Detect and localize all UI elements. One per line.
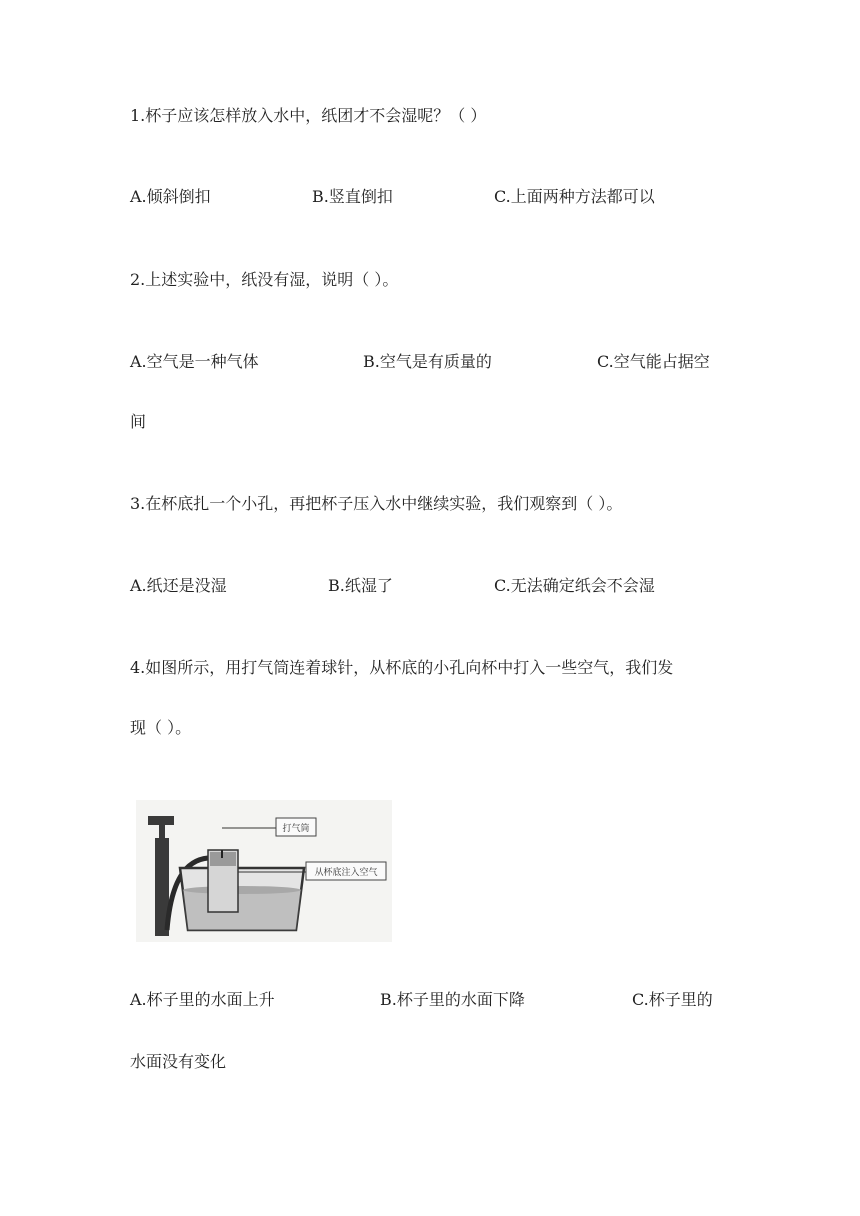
question-1-stem: 1.杯子应该怎样放入水中，纸团才不会湿呢？（ ） — [130, 106, 487, 125]
question-4-option-c-wrap: 水面没有变化 — [130, 1052, 227, 1071]
question-2-option-c: C.空气能占据空 — [597, 352, 710, 371]
experiment-figure — [136, 800, 392, 942]
question-2-option-a: A.空气是一种气体 — [130, 352, 259, 371]
question-1-option-b: B.竖直倒扣 — [312, 187, 393, 206]
question-4-stem-cont: 现（ ）。 — [130, 718, 192, 737]
question-4-option-a: A.杯子里的水面上升 — [130, 990, 275, 1009]
question-2-option-b: B.空气是有质量的 — [363, 352, 492, 371]
question-3-stem: 3.在杯底扎一个小孔，再把杯子压入水中继续实验，我们观察到（ ）。 — [130, 494, 623, 513]
pump-label: 打气筒 — [282, 824, 310, 834]
question-1-option-a: A.倾斜倒扣 — [130, 187, 211, 206]
question-3-option-b: B.纸湿了 — [328, 576, 393, 595]
question-2-stem: 2.上述实验中，纸没有湿，说明（ ）。 — [130, 270, 399, 289]
question-4-stem: 4.如图所示，用打气筒连着球针，从杯底的小孔向杯中打入一些空气，我们发 — [130, 658, 674, 677]
question-1-option-c: C.上面两种方法都可以 — [494, 187, 655, 206]
question-2-option-c-wrap: 间 — [130, 412, 147, 431]
question-4-option-c: C.杯子里的 — [632, 990, 713, 1009]
question-3-option-c: C.无法确定纸会不会湿 — [494, 576, 655, 595]
question-4-option-b: B.杯子里的水面下降 — [380, 990, 525, 1009]
air-inject-label: 从杯底注入空气 — [314, 868, 378, 878]
question-3-option-a: A.纸还是没湿 — [130, 576, 227, 595]
